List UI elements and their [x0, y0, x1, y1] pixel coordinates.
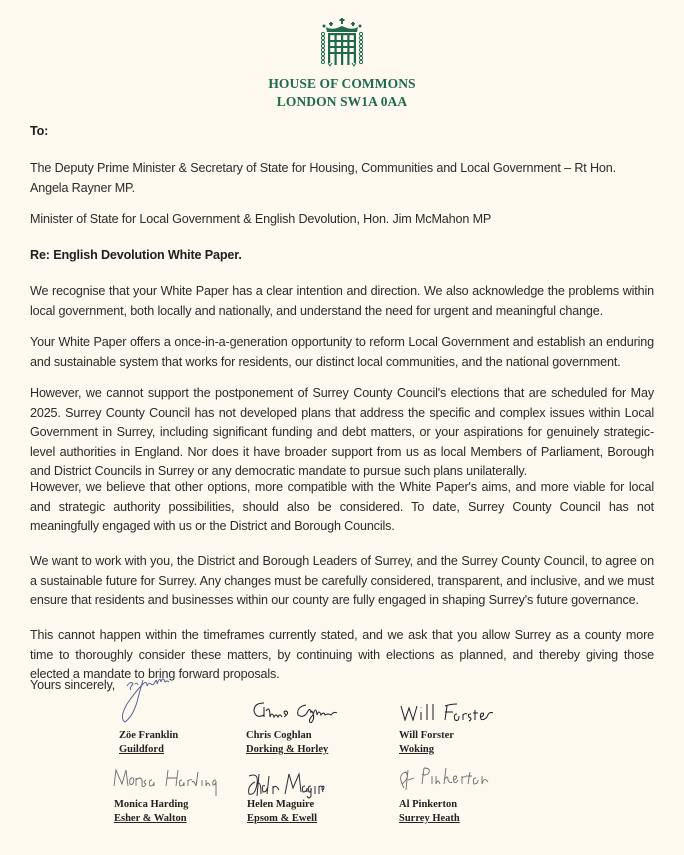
- signatory-5: [247, 798, 317, 826]
- signatory-name: Helen Maguire: [247, 799, 315, 810]
- signatory-name: Monica Harding: [114, 799, 189, 810]
- signatory-6: [399, 798, 460, 826]
- signatory-2: [246, 729, 328, 757]
- signatory-constituency: Surrey Heath: [399, 813, 460, 824]
- paragraph-2: Your White Paper offers a once-in-a-generation opportunity to reform Local Government and establish an enduring and sustainable system that works for residents, our distinct local communities, and the national government.: [30, 335, 654, 369]
- recipient-2: Minister of State for Local Government & English Devolution, Hon. Jim McMahon MP: [30, 212, 492, 226]
- signature-harding: [112, 766, 222, 802]
- portcullis-icon: [317, 18, 367, 70]
- letterhead-title: HOUSE OF COMMONS: [268, 76, 416, 91]
- signature-franklin: [117, 674, 187, 726]
- to-label: To:: [30, 124, 49, 138]
- signatory-1: [119, 729, 178, 757]
- signature-maguire: [245, 770, 325, 800]
- signatory-constituency: Guildford: [119, 744, 164, 755]
- signatory-name: Will Forster: [399, 730, 454, 741]
- signatory-name: Zöe Franklin: [119, 730, 179, 741]
- signatory-name: Al Pinkerton: [399, 799, 458, 810]
- paragraph-5: We want to work with you, the District and Borough Leaders of Surrey, and the Surrey County Council, to agree on a sustainable future for Surrey. Any changes must be carefully considered, transparent, and inclusive, and we must ensure that residents and businesses within our county are fully engaged in shaping Surrey's future governance.: [30, 554, 654, 608]
- signature-pinkerton: [396, 764, 496, 796]
- signatory-3: [399, 729, 454, 757]
- paragraph-1: We recognise that your White Paper has a clear intention and direction. We also acknowledge the problems within local government, both locally and nationally, and understand the need for urgent and meaningful change.: [30, 284, 654, 318]
- signatory-constituency: Woking: [399, 744, 435, 755]
- signatory-constituency: Esher & Walton: [114, 813, 187, 824]
- signatory-constituency: Epsom & Ewell: [247, 813, 318, 824]
- subject-line: Re: English Devolution White Paper.: [30, 248, 242, 262]
- signature-forster: [397, 700, 497, 724]
- signatory-4: [114, 798, 188, 826]
- signatory-name: Chris Coghlan: [246, 730, 312, 741]
- recipient-1: The Deputy Prime Minister & Secretary of State for Housing, Communities and Local Government – Rt Hon. Angela Rayner MP.: [30, 161, 616, 195]
- paragraph-6: This cannot happen within the timeframes currently stated, and we ask that you allow Surrey as a county more time to thoroughly consider these matters, by continuing with elections as planned, and thereby giving those elected a mandate to bring forward proposals.: [30, 628, 654, 682]
- letterhead-address: LONDON SW1A 0AA: [276, 94, 408, 109]
- signatory-constituency: Dorking & Horley: [246, 744, 329, 755]
- signature-coghlan: [250, 697, 360, 723]
- closing: Yours sincerely,: [30, 678, 116, 692]
- paragraph-3: However, we cannot support the postponement of Surrey County Council's elections that are scheduled for May 2025. Surrey County Council has not developed plans that address the specific and complex issues within Local Government in Surrey, including significant funding and debt matters, or your aspirations for genuinely strategic-level authorities in England. Nor does it have broader support from us as local Members of Parliament, Borough and District Councils in Surrey or any democratic mandate to pursue such plans unilaterally.: [30, 386, 654, 479]
- paragraph-4: However, we believe that other options, more compatible with the White Paper's aims, and more viable for local and strategic authority possibilities, should also be considered. To date, Surrey County Council has not meaningfully engaged with us or the District and Borough Councils.: [30, 480, 654, 534]
